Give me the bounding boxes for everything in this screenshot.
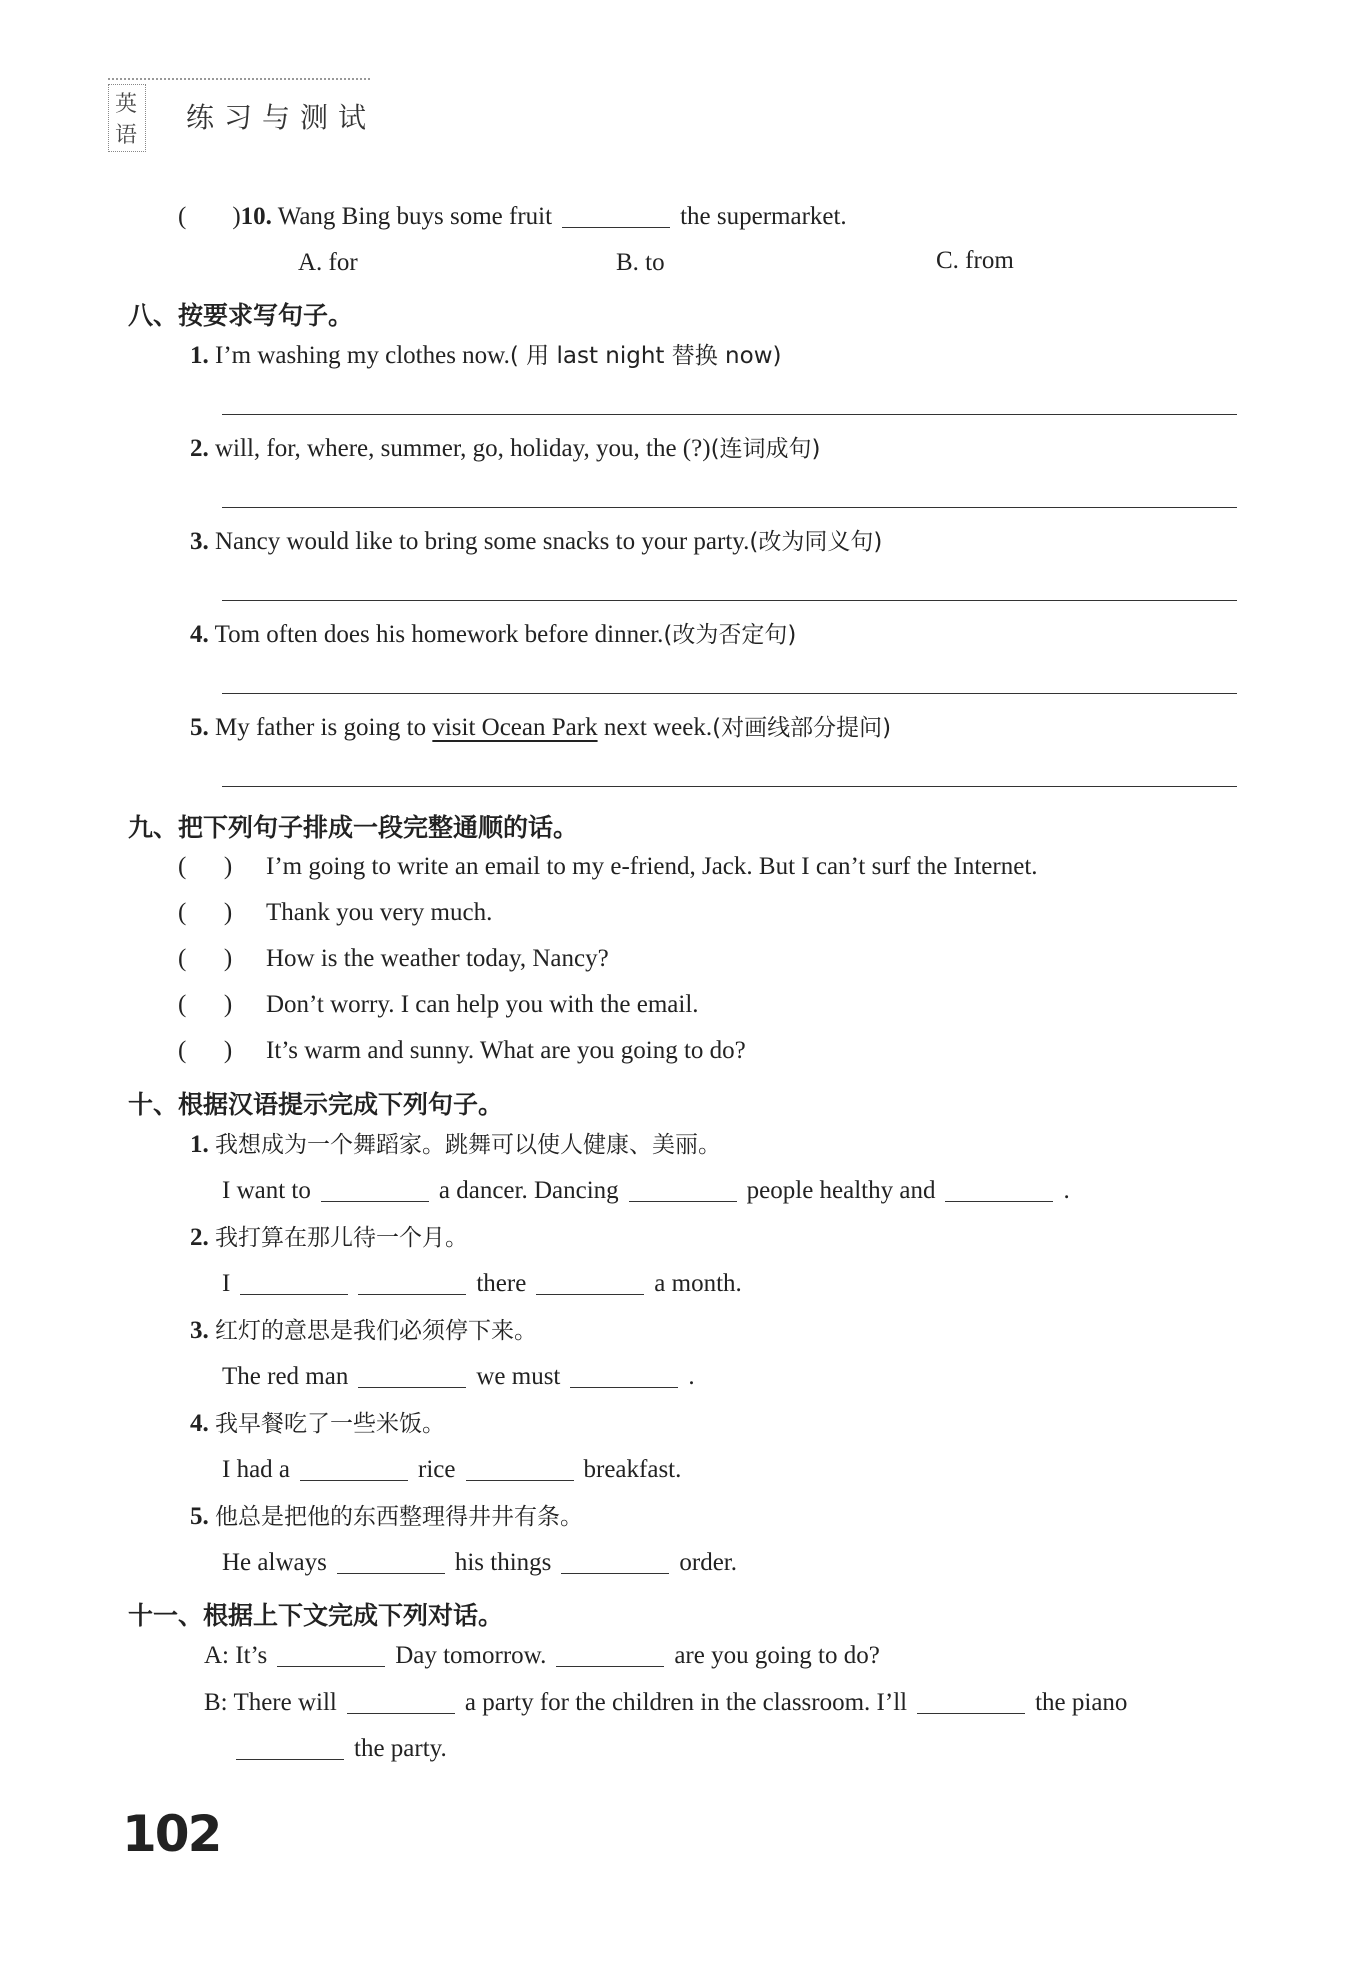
item-number: 3. [190,528,209,555]
s9-item [178,900,492,925]
sentence-part: people healthy and [746,1177,936,1204]
s10-item-1-en [222,1178,1070,1203]
fill-blank[interactable] [561,1572,669,1574]
sentence-part: a month. [654,1270,742,1297]
fill-blank[interactable] [240,1293,348,1295]
answer-line[interactable] [222,786,1237,787]
item-number: 4. [190,621,209,648]
item-instruction: ( 用 last night 替换 now) [509,343,782,369]
item-number: 4. [190,1410,209,1437]
sentence-part: breakfast. [583,1456,682,1483]
sentence-part: order. [679,1549,737,1576]
s8-item-5 [190,715,891,740]
order-paren[interactable]: ( ) [178,945,233,972]
s10-item-5-cn [190,1504,583,1529]
item-number: 2. [190,435,209,462]
sentence-part: his things [454,1549,552,1576]
dialogue-part: a party for the children in the classroom. I’ll [464,1689,908,1716]
fill-blank[interactable] [277,1665,385,1667]
fill-blank[interactable] [629,1200,737,1202]
question-text: the supermarket. [680,203,847,230]
answer-line[interactable] [222,600,1237,601]
sentence-part: He always [222,1549,327,1576]
s10-item-2-cn [190,1225,468,1250]
item-instruction: (对画线部分提问) [712,715,892,741]
sentence-part: I had a [222,1456,291,1483]
item-number: 5. [190,1503,209,1530]
option-a[interactable]: A. for [298,249,358,276]
dialogue-part: There will [233,1689,337,1716]
item-number: 3. [190,1317,209,1344]
fill-blank[interactable] [570,1386,678,1388]
item-number: 1. [190,1131,209,1158]
sentence-part: a dancer. Dancing [438,1177,619,1204]
fill-blank[interactable] [945,1200,1053,1202]
page-number: 102 [122,1805,221,1863]
dialogue-part: Day tomorrow. [395,1642,547,1669]
chinese-prompt: 我想成为一个舞蹈家。跳舞可以使人健康、美丽。 [215,1132,721,1158]
sentence-part: rice [418,1456,456,1483]
s9-item [178,854,1038,879]
sentence-part: I want to [222,1177,311,1204]
s10-item-1-cn [190,1132,721,1157]
s10-item-4-cn [190,1411,445,1436]
item-number: 2. [190,1224,209,1251]
dialogue-part: the piano [1035,1689,1128,1716]
fill-blank[interactable] [337,1572,445,1574]
chinese-prompt: 红灯的意思是我们必须停下来。 [215,1318,537,1344]
sentence-text: Don’t worry. I can help you with the email. [266,991,699,1018]
s10-item-4-en [222,1457,681,1482]
s8-item-3 [190,529,882,554]
fill-blank[interactable] [321,1200,429,1202]
sentence-part: . [688,1363,695,1390]
item-instruction: (改为否定句) [663,622,797,648]
s10-item-5-en [222,1550,737,1575]
order-paren[interactable]: ( ) [178,991,233,1018]
item-text: My father is going to [215,714,427,741]
chinese-prompt: 我早餐吃了一些米饭。 [215,1411,445,1437]
order-paren[interactable]: ( ) [178,1037,233,1064]
dialogue-part: are you going to do? [674,1642,880,1669]
s10-item-3-cn [190,1318,537,1343]
dialogue-part: the party. [354,1735,447,1762]
fill-blank[interactable] [300,1479,408,1481]
item-text: Nancy would like to bring some snacks to your party. [215,528,750,555]
dialogue-part: It’s [235,1642,268,1669]
section-8-title: 八、按要求写句子。 [128,301,354,330]
fill-blank[interactable] [358,1293,466,1295]
s9-item [178,992,699,1017]
fill-blank[interactable] [562,226,670,228]
answer-line[interactable] [222,507,1237,508]
dialogue-line-a [204,1643,880,1668]
sentence-part: there [476,1270,527,1297]
fill-blank[interactable] [917,1712,1025,1714]
item-number: 5. [190,714,209,741]
question-10 [178,204,847,229]
section-9-title: 九、把下列句子排成一段完整通顺的话。 [128,813,579,842]
fill-blank[interactable] [236,1758,344,1760]
subject-label: 英语 [108,84,146,152]
dialogue-line-b-cont [236,1736,447,1761]
speaker-label: B: [204,1689,228,1716]
answer-line[interactable] [222,693,1237,694]
answer-line[interactable] [222,414,1237,415]
section-11-title: 十一、根据上下文完成下列对话。 [128,1601,504,1630]
item-text: Tom often does his homework before dinner. [214,621,664,648]
sentence-part: . [1063,1177,1070,1204]
sentence-text: Thank you very much. [266,899,493,926]
question-text: Wang Bing buys some fruit [277,203,553,230]
answer-paren-close: ) [232,203,241,230]
fill-blank[interactable] [536,1293,644,1295]
underlined-phrase: visit Ocean Park [432,714,598,741]
fill-blank[interactable] [347,1712,455,1714]
item-instruction: (改为同义句) [749,529,883,555]
s10-item-2-en [222,1271,742,1296]
fill-blank[interactable] [466,1479,574,1481]
item-text: will, for, where, summer, go, holiday, you, the (?) [215,435,711,462]
item-text: I’m washing my clothes now. [215,342,510,369]
book-title: 练习与测试 [186,101,377,134]
order-paren[interactable]: ( ) [178,899,233,926]
chinese-prompt: 我打算在那儿待一个月。 [215,1225,468,1251]
s10-item-3-en [222,1364,695,1389]
fill-blank[interactable] [358,1386,466,1388]
sentence-part: we must [476,1363,561,1390]
s8-item-2 [190,436,821,461]
sentence-text: I’m going to write an email to my e-friend, Jack. But I can’t surf the Internet. [266,853,1038,880]
section-10-title: 十、根据汉语提示完成下列句子。 [128,1090,504,1119]
option-b[interactable]: B. to [616,249,665,276]
dialogue-line-b [204,1690,1127,1715]
header-dotted-rule [108,78,370,80]
order-paren[interactable]: ( ) [178,853,233,880]
item-instruction: (连词成句) [710,436,821,462]
question-number: 10. [240,203,272,230]
s8-item-4 [190,622,796,647]
s9-item [178,946,609,971]
s8-item-1 [190,343,781,368]
s9-item [178,1038,746,1063]
item-number: 1. [190,342,209,369]
sentence-text: It’s warm and sunny. What are you going to do? [266,1037,746,1064]
item-text: next week. [603,714,713,741]
chinese-prompt: 他总是把他的东西整理得井井有条。 [215,1504,583,1530]
option-c[interactable]: C. from [936,247,1014,274]
answer-paren-open: ( [178,203,187,230]
fill-blank[interactable] [556,1665,664,1667]
speaker-label: A: [204,1642,229,1669]
sentence-text: How is the weather today, Nancy? [266,945,609,972]
sentence-part: I [222,1270,231,1297]
sentence-part: The red man [222,1363,349,1390]
